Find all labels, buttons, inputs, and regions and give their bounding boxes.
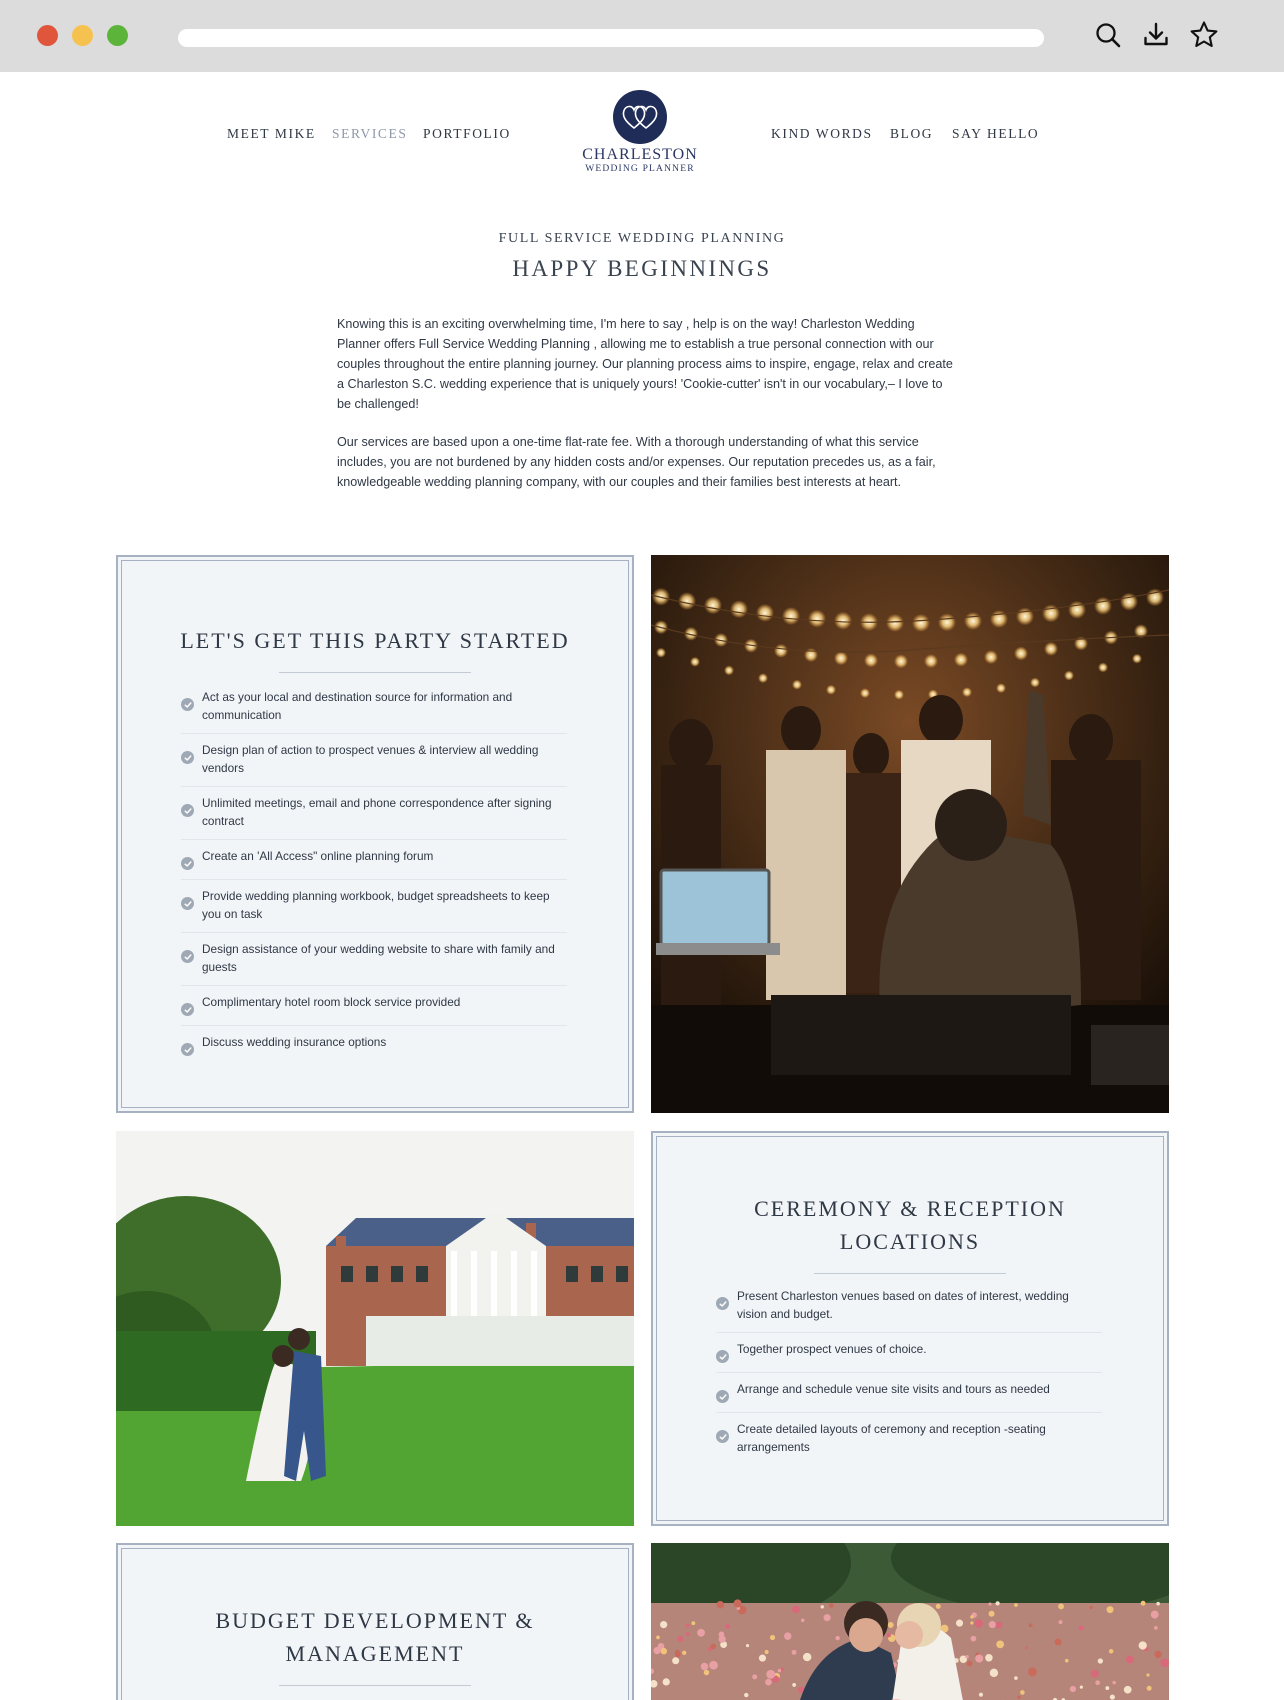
nav-say-hello[interactable]: SAY HELLO — [952, 126, 1040, 141]
party-card-title: LET'S GET THIS PARTY STARTED — [180, 628, 570, 653]
intro-paragraph-1: Knowing this is an exciting overwhelming time, I'm here to say , help is on the way! Charleston Wedding Planner offers Full Service Wedding Planning , allowing me to establish a true personal connection with our couples throughout the entire planning journey. Our planning process aims to inspire, engage, relax and create a Charleston S.C. wedding experience that is uniquely yours! 'Cookie-cutter' isn't in our vocabulary,– I love to be challenged! — [337, 317, 953, 411]
list-item-text: Complimentary hotel room block service provided — [202, 995, 461, 1009]
locations-title-line-2: LOCATIONS — [839, 1229, 981, 1254]
window-close-button[interactable] — [37, 25, 58, 46]
list-item-text: Design plan of action to prospect venues & interview all wedding vendors — [202, 743, 539, 775]
window-minimize-button[interactable] — [72, 25, 93, 46]
list-item-text: Present Charleston venues based on dates of interest, wedding vision and budget. — [737, 1289, 1069, 1321]
check-circle-icon — [716, 1297, 729, 1310]
list-item — [181, 787, 567, 840]
list-item-text: Provide wedding planning workbook, budget spreadsheets to keep you on task — [202, 889, 550, 921]
section-eyebrow: FULL SERVICE WEDDING PLANNING — [498, 231, 786, 246]
list-item-text: Arrange and schedule venue site visits and tours as needed — [737, 1382, 1050, 1396]
check-circle-icon — [716, 1390, 729, 1403]
list-item-text: Create an 'All Access" online planning forum — [202, 849, 434, 863]
check-circle-icon — [181, 1003, 194, 1016]
download-icon[interactable] — [1139, 18, 1173, 52]
budget-card-title — [118, 1604, 632, 1670]
intro-paragraph-2: Our services are based upon a one-time flat-rate fee. With a thorough understanding of what this service includes, you are not burdened by any hidden costs and/or expenses. Our reputation precedes us, as a fair, knowledgeable wedding planning company, with our couples and their families best interests at heart. — [337, 435, 936, 489]
nav-kind-words[interactable]: KIND WORDS — [771, 126, 873, 141]
list-item — [716, 1333, 1102, 1373]
nav-services[interactable]: SERVICES — [332, 126, 408, 141]
list-item — [181, 1026, 567, 1065]
search-icon[interactable] — [1091, 18, 1125, 52]
list-item-text: Together prospect venues of choice. — [737, 1342, 927, 1356]
party-services-card — [116, 555, 634, 1113]
locations-title-line-1: CEREMONY & RECEPTION — [754, 1196, 1066, 1221]
site-logo[interactable] — [580, 90, 700, 175]
flower-field-couple-photo — [651, 1543, 1169, 1700]
list-item — [716, 1280, 1102, 1333]
check-circle-icon — [181, 751, 194, 764]
window-maximize-button[interactable] — [107, 25, 128, 46]
nav-blog[interactable]: BLOG — [890, 126, 934, 141]
check-circle-icon — [181, 1043, 194, 1056]
nav-meet-mike[interactable]: MEET MIKE — [227, 126, 316, 141]
list-item-text: Act as your local and destination source for information and communication — [202, 690, 513, 722]
locations-list — [716, 1280, 1102, 1465]
list-item-text: Design assistance of your wedding website to share with family and guests — [202, 942, 555, 974]
locations-card-title — [653, 1192, 1167, 1258]
card-divider — [279, 1685, 471, 1686]
check-circle-icon — [716, 1350, 729, 1363]
page-title: HAPPY BEGINNINGS — [512, 256, 772, 281]
list-item-text: Unlimited meetings, email and phone correspondence after signing contract — [202, 796, 552, 828]
party-services-list — [181, 681, 567, 1065]
check-circle-icon — [181, 950, 194, 963]
dj-party-photo — [651, 555, 1169, 1113]
budget-title-line-2: MANAGEMENT — [285, 1641, 465, 1666]
budget-title-line-1: BUDGET DEVELOPMENT & — [215, 1608, 535, 1633]
hearts-logo-icon — [613, 90, 667, 144]
list-item — [181, 734, 567, 787]
list-item-text: Create detailed layouts of ceremony and reception -seating arrangements — [737, 1422, 1046, 1454]
locations-card — [651, 1131, 1169, 1526]
nav-portfolio[interactable]: PORTFOLIO — [423, 126, 511, 141]
check-circle-icon — [181, 804, 194, 817]
logo-subtitle: WEDDING PLANNER — [585, 164, 695, 174]
logo-name: CHARLESTON — [582, 146, 698, 163]
check-circle-icon — [181, 698, 194, 711]
list-item — [181, 681, 567, 734]
check-circle-icon — [716, 1430, 729, 1443]
estate-couple-photo — [116, 1131, 634, 1526]
list-item — [181, 933, 567, 986]
card-divider — [279, 672, 471, 673]
card-divider — [814, 1273, 1006, 1274]
browser-toolbar — [0, 0, 1284, 72]
check-circle-icon — [181, 857, 194, 870]
list-item — [716, 1373, 1102, 1413]
check-circle-icon — [181, 897, 194, 910]
list-item-text: Discuss wedding insurance options — [202, 1035, 387, 1049]
address-bar[interactable] — [178, 29, 1044, 47]
list-item — [181, 986, 567, 1026]
star-icon[interactable] — [1187, 18, 1221, 52]
budget-card — [116, 1543, 634, 1700]
list-item — [716, 1413, 1102, 1465]
list-item — [181, 840, 567, 880]
list-item — [181, 880, 567, 933]
